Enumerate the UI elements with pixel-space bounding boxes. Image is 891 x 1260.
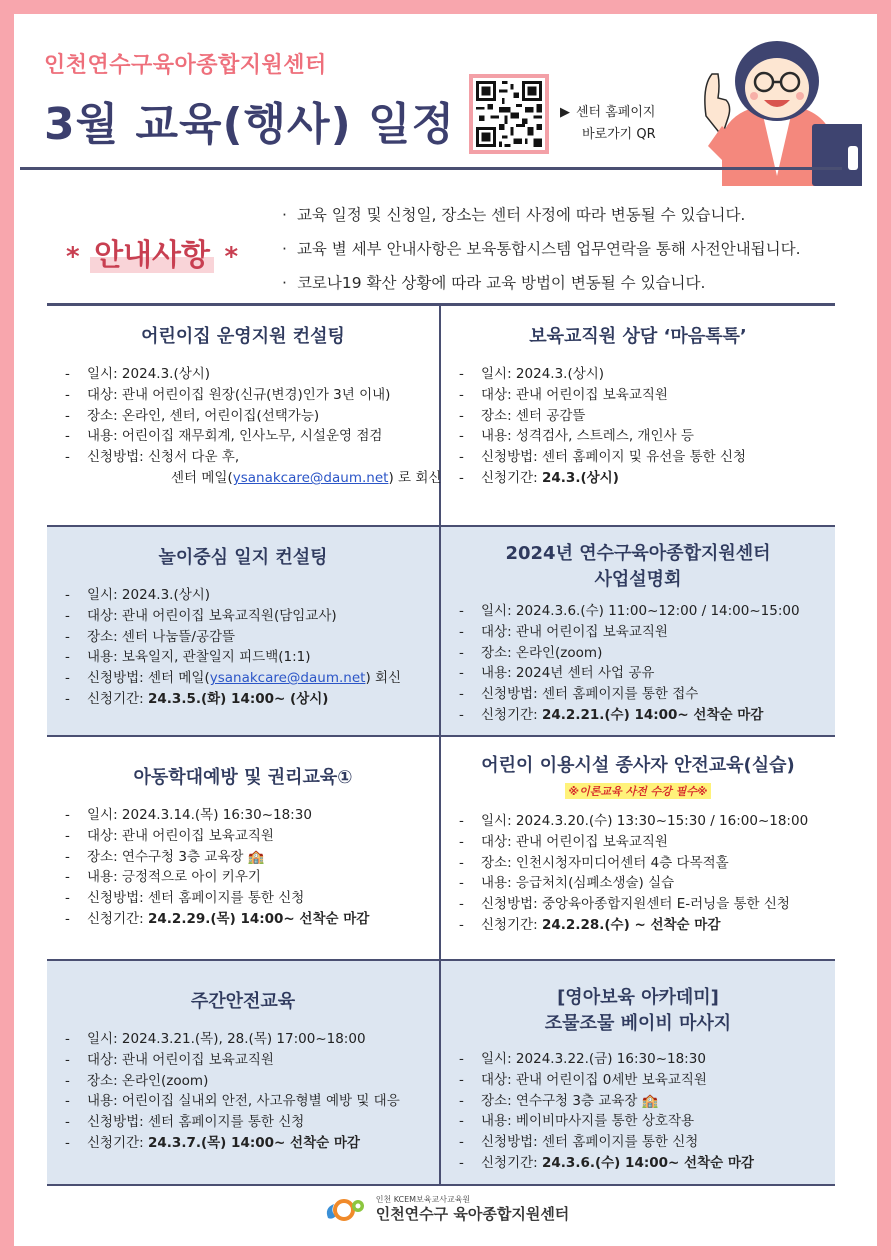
play-arrow-icon: ▶ <box>560 105 570 120</box>
detail-item: - 신청방법: 센터 홈페이지 및 유선을 통한 신청 <box>459 449 747 466</box>
program-title: 주간안전교육 <box>190 991 296 1012</box>
org-name: 인천연수구육아종합지원센터 <box>44 53 327 78</box>
detail-item: - 일시: 2024.3.20.(수) 13:30~15:30 / 16:00~18:00 <box>459 813 809 829</box>
notice-heading <box>66 230 238 274</box>
detail-item: - 장소: 연수구청 3층 교육장 🏫 <box>65 848 265 865</box>
program-details <box>61 364 442 489</box>
program-card-baby-massage <box>441 961 835 1184</box>
program-title: 2024년 연수구육아종합지원센터 사업설명회 <box>505 543 771 590</box>
notice-item: · 코로나19 확산 상황에 따라 교육 방법이 변동될 수 있습니다. <box>282 266 801 300</box>
detail-item: - 일시: 2024.3.6.(수) 11:00~12:00 / 14:00~15:00 <box>459 603 800 619</box>
header-divider <box>20 167 842 170</box>
detail-item: - 신청기간: 24.2.29.(목) 14:00~ 선착순 마감 <box>65 910 370 927</box>
program-title: [영아보육 아카데미] 조물조물 베이비 마사지 <box>544 987 732 1034</box>
program-row <box>47 306 835 527</box>
notice-item: · 교육 별 세부 안내사항은 보육통합시스템 업무연락을 통해 사전안내됩니다. <box>282 232 801 266</box>
program-row <box>47 961 835 1186</box>
detail-continuation: 센터 메일(ysanakcare@daum.net) 로 회신 <box>171 469 442 486</box>
detail-item: - 장소: 인천시청자미디어센터 4층 다목적홀 <box>459 854 729 871</box>
program-details <box>61 585 425 710</box>
detail-item: - 신청기간: 24.2.28.(수) ~ 선착순 마감 <box>459 916 721 933</box>
detail-item: - 일시: 2024.3.(상시) <box>65 587 211 603</box>
qr-label-line2: 바로가기 QR <box>582 127 656 142</box>
email-link[interactable]: ysanakcare@daum.net <box>209 670 366 687</box>
program-title: 놀이중심 일지 컨설팅 <box>158 547 328 568</box>
program-title: 어린이 이용시설 종사자 안전교육(실습) <box>481 755 795 776</box>
detail-item: - 신청기간: 24.2.21.(수) 14:00~ 선착순 마감 <box>459 706 764 723</box>
detail-item: - 일시: 2024.3.21.(목), 28.(목) 17:00~18:00 <box>65 1031 366 1047</box>
program-grid <box>47 303 835 1186</box>
detail-item: - 신청기간: 24.3.(상시) <box>459 469 619 486</box>
detail-item: - 대상: 관내 어린이집 보육교직원 <box>459 833 668 850</box>
detail-item: - 일시: 2024.3.22.(금) 16:30~18:30 <box>459 1051 706 1067</box>
detail-item: - 신청방법: 센터 홈페이지를 통한 신청 <box>65 1114 305 1131</box>
detail-item: - 장소: 연수구청 3층 교육장 🏫 <box>459 1092 659 1109</box>
detail-item: - 신청방법: 센터 메일(ysanakcare@daum.net) 회신 <box>65 670 402 687</box>
star-icon: * <box>66 242 80 272</box>
program-card-business-briefing <box>441 527 835 735</box>
detail-item: - 내용: 2024년 센터 사업 공유 <box>459 665 655 682</box>
detail-item: - 대상: 관내 어린이집 보육교직원 <box>65 827 274 844</box>
detail-item: - 일시: 2024.3.14.(목) 16:30~18:30 <box>65 807 312 823</box>
detail-item: - 장소: 센터 공감뜰 <box>459 407 586 424</box>
center-logo-icon <box>322 1192 368 1226</box>
program-row <box>47 737 835 961</box>
program-details <box>455 1049 821 1174</box>
detail-item: - 신청방법: 중앙육아종합지원센터 E-러닝을 통한 신청 <box>459 896 790 913</box>
detail-item: - 신청기간: 24.3.7.(목) 14:00~ 선착순 마감 <box>65 1134 360 1151</box>
program-card-staff-counseling <box>441 306 835 525</box>
detail-item: - 대상: 관내 어린이집 보육교직원 <box>459 386 668 403</box>
detail-item: - 신청방법: 센터 홈페이지를 통한 접수 <box>459 686 699 703</box>
detail-item: - 장소: 온라인(zoom) <box>65 1072 209 1089</box>
detail-item: - 대상: 관내 어린이집 보육교직원(담임교사) <box>65 607 337 624</box>
detail-item: - 신청방법: 신청서 다운 후, <box>65 449 240 466</box>
teacher-mascot-illustration <box>692 26 862 186</box>
program-details <box>455 364 821 489</box>
program-card-weekly-safety <box>47 961 441 1184</box>
detail-item: - 장소: 센터 나눔뜰/공감뜰 <box>65 628 236 645</box>
program-card-play-journal-consulting <box>47 527 441 735</box>
detail-item: - 대상: 관내 어린이집 보육교직원 <box>459 623 668 640</box>
detail-item: - 일시: 2024.3.(상시) <box>459 366 605 382</box>
detail-item: - 내용: 응급처치(심폐소생술) 실습 <box>459 875 675 892</box>
notice-title-text: 안내사항 <box>90 238 214 273</box>
detail-item: - 내용: 긍정적으로 아이 키우기 <box>65 869 261 886</box>
detail-item: - 내용: 성격검사, 스트레스, 개인사 등 <box>459 428 694 445</box>
detail-item: - 내용: 베이비마사지를 통한 상호작용 <box>459 1113 695 1130</box>
detail-item: - 신청기간: 24.3.5.(화) 14:00~ (상시) <box>65 690 329 707</box>
detail-item: - 내용: 어린이집 실내외 안전, 사고유형별 예방 및 대응 <box>65 1093 400 1110</box>
program-title: 보육교직원 상담 ‘마음톡톡’ <box>529 326 747 347</box>
notice-list <box>282 198 801 300</box>
program-title: 아동학대예방 및 권리교육① <box>133 767 353 788</box>
detail-item: - 장소: 온라인, 센터, 어린이집(선택가능) <box>65 407 320 424</box>
star-icon: * <box>224 242 239 272</box>
program-details <box>61 1029 425 1154</box>
footer-sub-org: 인천 KCEM보육교사교육원 <box>375 1195 471 1204</box>
detail-item: - 장소: 온라인(zoom) <box>459 644 603 661</box>
detail-item: - 대상: 관내 어린이집 원장(신규(변경)인가 3년 이내) <box>65 386 391 403</box>
program-details <box>61 805 425 930</box>
email-link[interactable]: ysanakcare@daum.net <box>232 469 389 486</box>
program-card-daycare-consulting <box>47 306 441 525</box>
program-title: 어린이집 운영지원 컨설팅 <box>141 326 345 347</box>
footer-org-name: 인천연수구 육아종합지원센터 <box>375 1205 570 1223</box>
detail-item: - 대상: 관내 어린이집 0세반 보육교직원 <box>459 1071 707 1088</box>
qr-caption <box>560 102 656 146</box>
program-details <box>455 601 821 726</box>
qr-label-line1: 센터 홈페이지 <box>576 105 656 120</box>
program-row <box>47 527 835 737</box>
detail-item: - 일시: 2024.3.(상시) <box>65 366 211 382</box>
program-details <box>455 811 821 936</box>
detail-item: - 신청방법: 센터 홈페이지를 통한 신청 <box>65 890 305 907</box>
qr-code[interactable] <box>469 74 549 154</box>
program-card-safety-practice <box>441 737 835 959</box>
detail-item: - 신청방법: 센터 홈페이지를 통한 신청 <box>459 1134 699 1151</box>
program-card-child-abuse-prevention <box>47 737 441 959</box>
footer <box>0 1192 891 1230</box>
detail-item: - 내용: 보육일지, 관찰일지 피드백(1:1) <box>65 649 311 666</box>
page-title: 3월 교육(행사) 일정 <box>44 99 455 150</box>
detail-item: - 내용: 어린이집 재무회계, 인사노무, 시설운영 점검 <box>65 428 383 445</box>
detail-item: - 신청기간: 24.3.6.(수) 14:00~ 선착순 마감 <box>459 1154 754 1171</box>
detail-item: - 대상: 관내 어린이집 보육교직원 <box>65 1051 274 1068</box>
notice-item: · 교육 일정 및 신청일, 장소는 센터 사정에 따라 변동될 수 있습니다. <box>282 198 801 232</box>
prerequisite-warning: ※이론교육 사전 수강 필수※ <box>565 783 710 799</box>
